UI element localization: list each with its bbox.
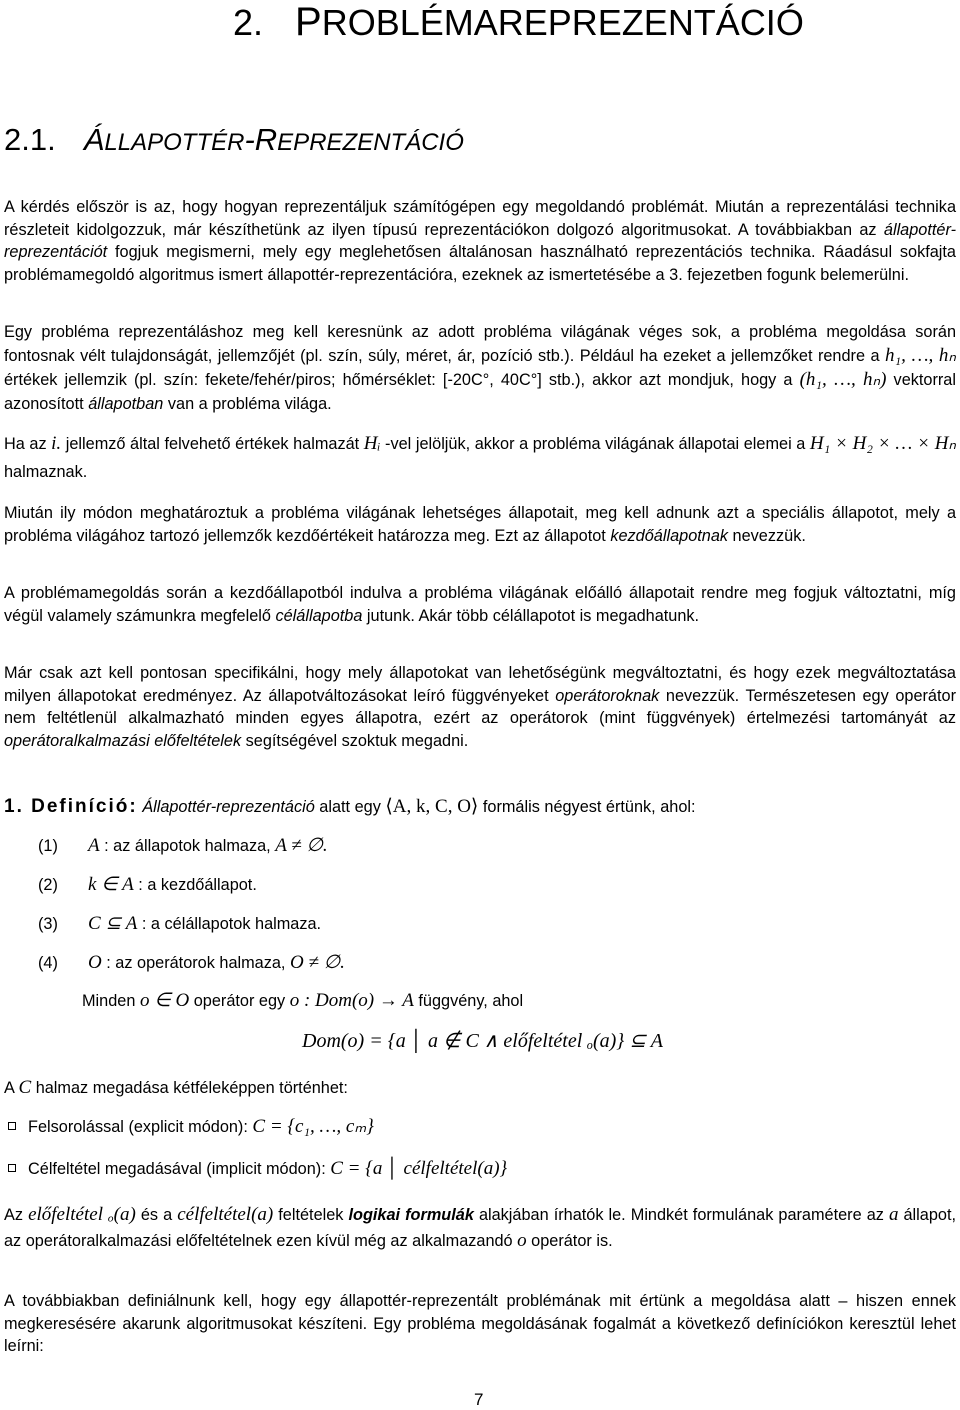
definition-item: (3) C ⊆ A : a célállapotok halmaza. (38, 913, 322, 934)
goal-set-line: A C halmaz megadása kétféleképpen történhet: (4, 1077, 348, 1098)
paragraph-operators: Már csak azt kell pontosan specifikálni, hogy mely állapotokat van lehetőségünk megváltoztatni, és hogy ezek megváltoztatása milyen állapotokat eredményez. Az állapotváltozásokat leíró függvényeket operátoroknak nevezzük. Természetesen egy operátor nem feltétlenül alkalmazható minden egyes állapotra, ezért az operátorok (mint függvények) értelmezési tartományát az operátoralkalmazási előfeltételek segítségével szoktuk megadni. (4, 664, 956, 750)
chapter-title (233, 0, 804, 45)
dom-formula: Dom(o) = {a │ a ∉ C ∧ előfeltétel ₒ(a)} ⊆ A (302, 1030, 663, 1052)
definition-term: Állapottér-reprezentáció (142, 798, 315, 816)
section-title-part2: EPREZENTÁCIÓ (277, 129, 464, 156)
paragraph-initial-state: Miután ily módon meghatároztuk a probléma világának lehetséges állapotait, meg kell adnunk azt a speciális állapotot, mely a probléma világához tartozó jellemzők kezdőértékeit határozza meg. Ezt az állapotot kezdőállapotnak nevezzük. (4, 504, 956, 545)
bullet-square-icon (8, 1122, 16, 1130)
definition-item: (1) A : az állapotok halmaza, A ≠ ∅. (38, 835, 328, 856)
paragraph-goal-state: A problémamegoldás során a kezdőállapotból indulva a probléma világának előálló állapotait rendre meg fogjuk változtatni, míg végül valamely számunkra megfelelő célállapotba jutunk. Akár több célállapotot is megadhatunk. (4, 584, 956, 625)
bullet-explicit: Felsorolással (explicit módon): C = {c₁, …, cₘ} (8, 1115, 374, 1138)
bullet-implicit: Célfeltétel megadásával (implicit módon): C = {a │ célfeltétel(a)} (8, 1158, 507, 1180)
chapter-title-initial: P (295, 0, 322, 44)
definition-heading: 1. Definíció: Állapottér-reprezentáció alatt egy ⟨A, k, C, O⟩ formális négyest értünk, ahol: (4, 796, 696, 817)
section-title-dash: - (244, 122, 255, 157)
section-title-initial: Á (83, 122, 105, 157)
paragraph-state-space: Ha az i. jellemző által felvehető értékek halmazát Hᵢ -vel jelöljük, akkor a probléma világának állapotai elemei a H₁ × H₂ × … × Hₙ halmaznak. (4, 433, 956, 481)
chapter-number: 2. (233, 2, 264, 43)
paragraph-features: Egy probléma reprezentáláshoz meg kell keresnünk az adott probléma világának véges sok, a probléma megoldása során fontosnak vélt tulajdonságát, jellemzőjét (pl. szín, súly, méret, ár, pozíció stb.). Például ha ezeket a jellemzőket rendre a h₁, …, hₙ értékek jellemzik (pl. szín: fekete/fehér/piros; hőmérséklet: [-20C°, 40C°] stb.), akkor azt mondjuk, hogy a (h₁, …, hₙ) vektorral azonosított állapotban van a probléma világa. (4, 323, 956, 413)
paragraph-conditions: Az előfeltétel ₒ(a) és a célfeltétel(a) feltételek logikai formulák alakjában írhatók le. Mindkét formulának paramétere az a állapot, az operátoralkalmazási előfeltételnek ezen kívül még az alkalmazandó o operátor is. (4, 1204, 957, 1251)
definition-item: (2) k ∈ A : a kezdőállapot. (38, 874, 257, 895)
bullet-square-icon (8, 1164, 16, 1172)
chapter-title-rest: ROBLÉMAREPREZENTÁCIÓ (321, 2, 804, 43)
section-title-initial2: R (254, 122, 278, 157)
section-number: 2.1. (4, 122, 56, 157)
paragraph-intro: A kérdés először is az, hogy hogyan reprezentáljuk számítógépen egy megoldandó problémát. Miután a reprezentálási technika részleteit kidolgozzuk, már készíthetünk az ilyen típusú reprezentációkon dolgozó algoritmusokat. A továbbiakban az állapottér-reprezentációt fogjuk megismerni, mely egy meglehetősen általánosan használható reprezentációs technika. Ráadásul sokfajta problémamegoldó algoritmus ismert állapottér-reprezentációra, ezeknek az ismertetésébe a 3. fejezetben fogunk belemerülni. (4, 198, 956, 284)
paragraph-solution: A továbbiakban definiálnunk kell, hogy egy állapottér-reprezentált problémának mit értünk a megoldása alatt – hiszen ennek megkeresésére akarunk algoritmusokat készíteni. Egy probléma megoldásának fogalmát a következő definíciókon keresztül lehet leírni: (4, 1292, 956, 1355)
definition-label: 1. Definíció: (4, 796, 138, 817)
definition-item: (4) O : az operátorok halmaza, O ≠ ∅. (38, 952, 345, 973)
operator-line: Minden o ∈ O operátor egy o : Dom(o) → A függvény, ahol (82, 990, 524, 1011)
definition-tuple: ⟨A, k, C, O⟩ (385, 796, 479, 817)
page-number: 7 (474, 1390, 484, 1409)
section-title (4, 118, 464, 165)
section-title-part1: LLAPOTTÉR (104, 129, 245, 156)
